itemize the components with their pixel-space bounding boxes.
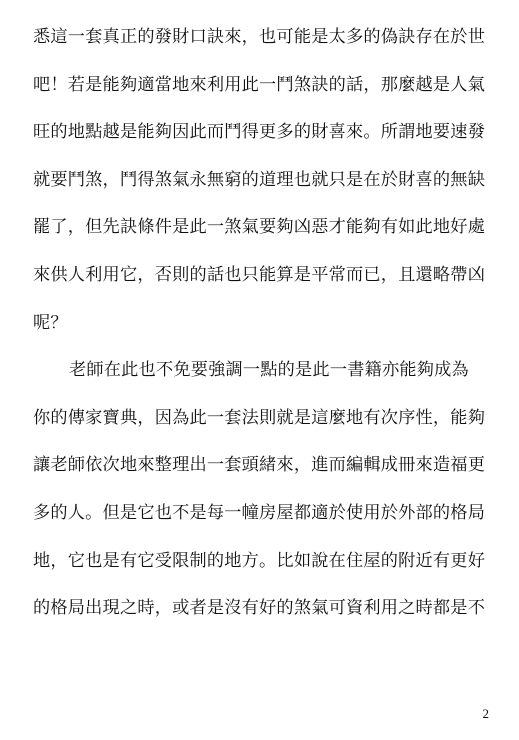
text-line-10: 讓老師依次地來整理出一套頭緒來，進而編輯成冊來造福更 (33, 455, 486, 476)
text-line-7: 呢？ (33, 312, 68, 333)
text-line-13: 的格局出現之時，或者是沒有好的煞氣可資利用之時都是不 (33, 598, 486, 619)
text-line-9: 你的傳家寶典，因為此一套法則就是這麼地有次序性，能夠 (33, 407, 486, 428)
text-line-1: 悉這一套真正的發財口訣來，也可能是太多的偽訣存在於世 (33, 27, 486, 47)
text-line-12: 地，它也是有它受限制的地方。比如說在住屋的附近有更好 (33, 550, 486, 571)
text-line-3: 旺的地點越是能夠因此而鬥得更多的財喜來。所謂地要速發 (33, 122, 486, 143)
body-text (33, 14, 493, 633)
page-number: 2 (482, 706, 489, 721)
text-line-6: 來供人利用它，否則的話也只能算是平常而已，且還略帶凶 (33, 264, 486, 285)
text-line-5: 罷了，但先訣條件是此一煞氣要夠凶惡才能夠有如此地好處 (33, 217, 486, 238)
text-line-4: 就要鬥煞，鬥得煞氣永無窮的道理也就只是在於財喜的無缺 (33, 169, 486, 190)
text-line-2: 吧！若是能夠適當地來利用此一鬥煞訣的話，那麼越是人氣 (33, 74, 486, 95)
paragraph-2-first-line: 老師在此也不免要強調一點的是此一書籍亦能夠成為 (69, 360, 469, 381)
text-line-11: 多的人。但是它也不是每一幢房屋都適於使用於外部的格局 (33, 502, 486, 523)
